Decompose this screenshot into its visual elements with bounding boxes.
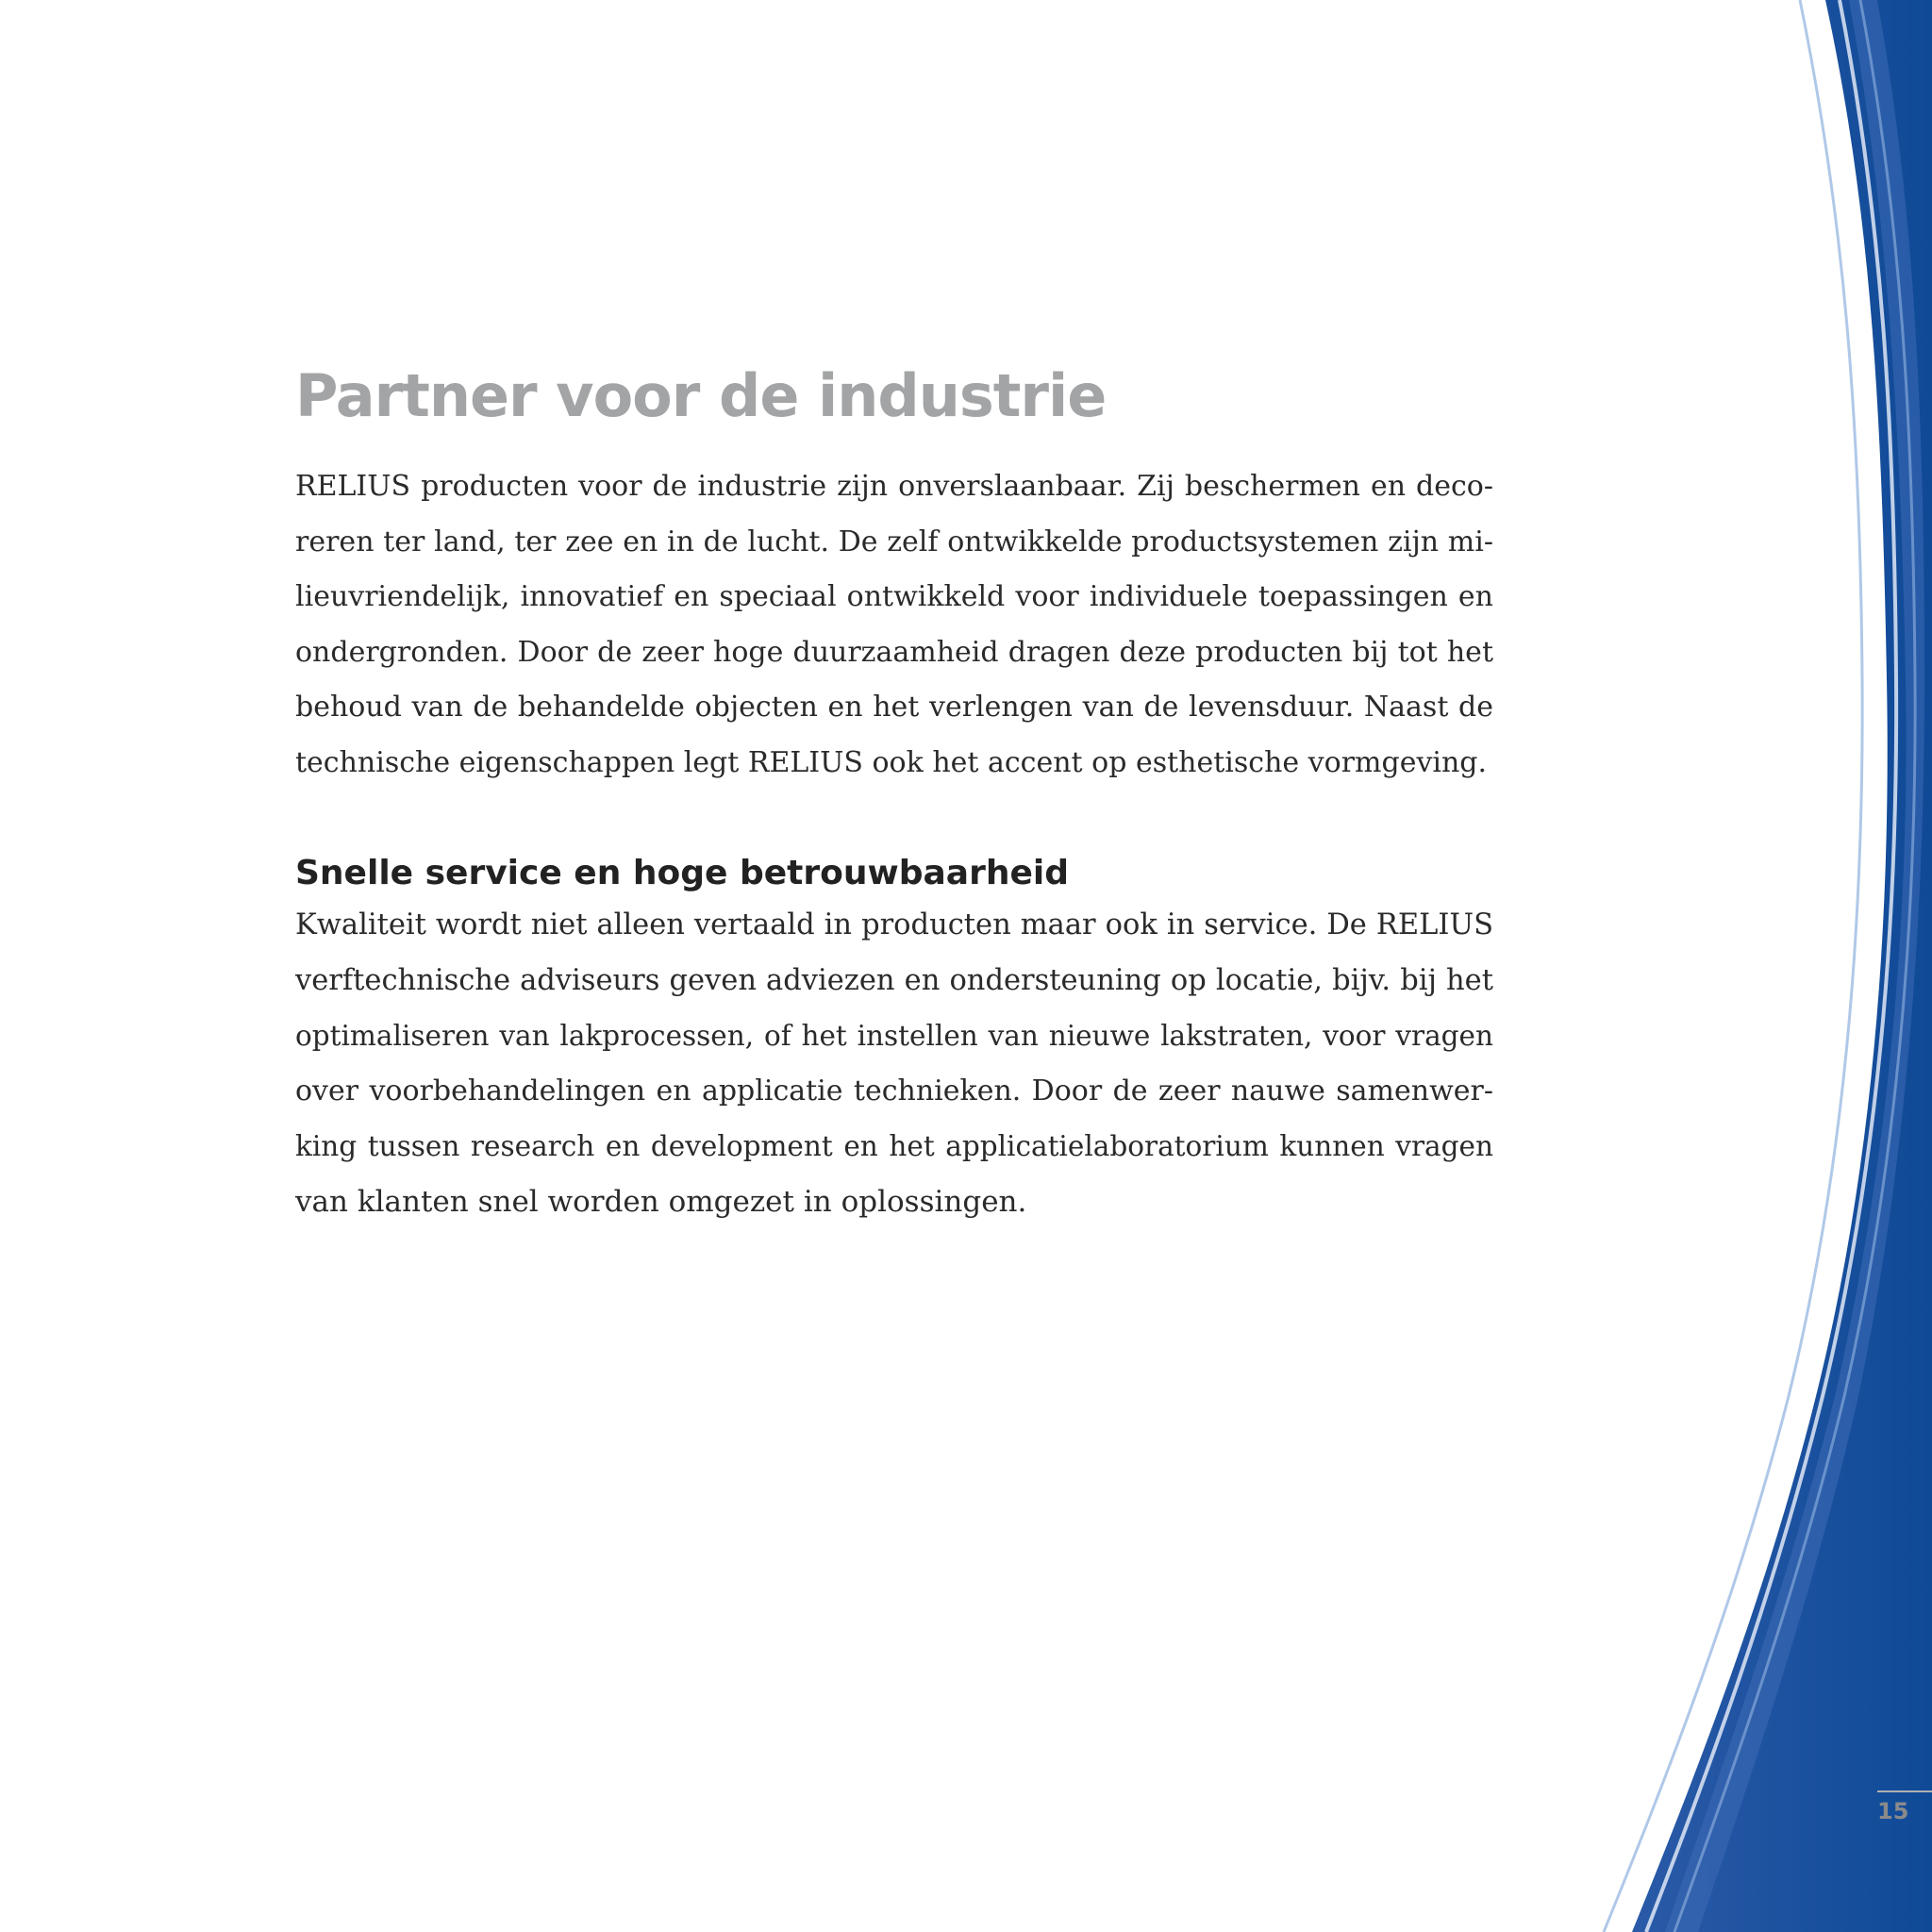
- text-line: behoud van de behandelde objecten en het verlengen van de levensduur. Naast de: [295, 691, 1493, 724]
- text-line: Kwaliteit wordt niet alleen vertaald in producten maar ook in service. De RELIUS: [295, 908, 1493, 941]
- text-line: over voorbehandelingen en applicatie technieken. Door de zeer nauwe samenwer-: [295, 1074, 1493, 1108]
- text-line: reren ter land, ter zee en in de lucht. De zelf ontwikkelde productsystemen zijn mi-: [295, 525, 1493, 558]
- service-paragraph: [295, 898, 1493, 1229]
- page-number: 15: [1877, 1798, 1909, 1824]
- text-line: verftechnische adviseurs geven adviezen en ondersteuning op locatie, bijv. bij het: [295, 963, 1493, 997]
- text-line: RELIUS producten voor de industrie zijn onverslaanbaar. Zij beschermen en deco-: [295, 470, 1493, 503]
- text-line: ondergronden. Door de zeer hoge duurzaamheid dragen deze producten bij tot het: [295, 635, 1493, 669]
- page-number-rule: [1877, 1790, 1932, 1792]
- article: [295, 363, 1493, 1229]
- page-title: Partner voor de industrie: [295, 361, 1107, 430]
- text-line: lieuvriendelijk, innovatief en speciaal ontwikkeld voor individuele toepassingen en: [295, 580, 1493, 613]
- text-line: technische eigenschappen legt RELIUS ook het accent op esthetische vormgeving.: [295, 745, 1488, 779]
- text-line: van klanten snel worden omgezet in oplossingen.: [295, 1184, 1027, 1219]
- intro-paragraph: [295, 459, 1493, 791]
- text-line: king tussen research en development en het applicatielaboratorium kunnen vragen: [295, 1130, 1493, 1162]
- text-line: optimaliseren van lakprocessen, of het instellen van nieuwe lakstraten, voor vragen: [295, 1020, 1493, 1052]
- section-heading: Snelle service en hoge betrouwbaarheid: [295, 854, 1069, 892]
